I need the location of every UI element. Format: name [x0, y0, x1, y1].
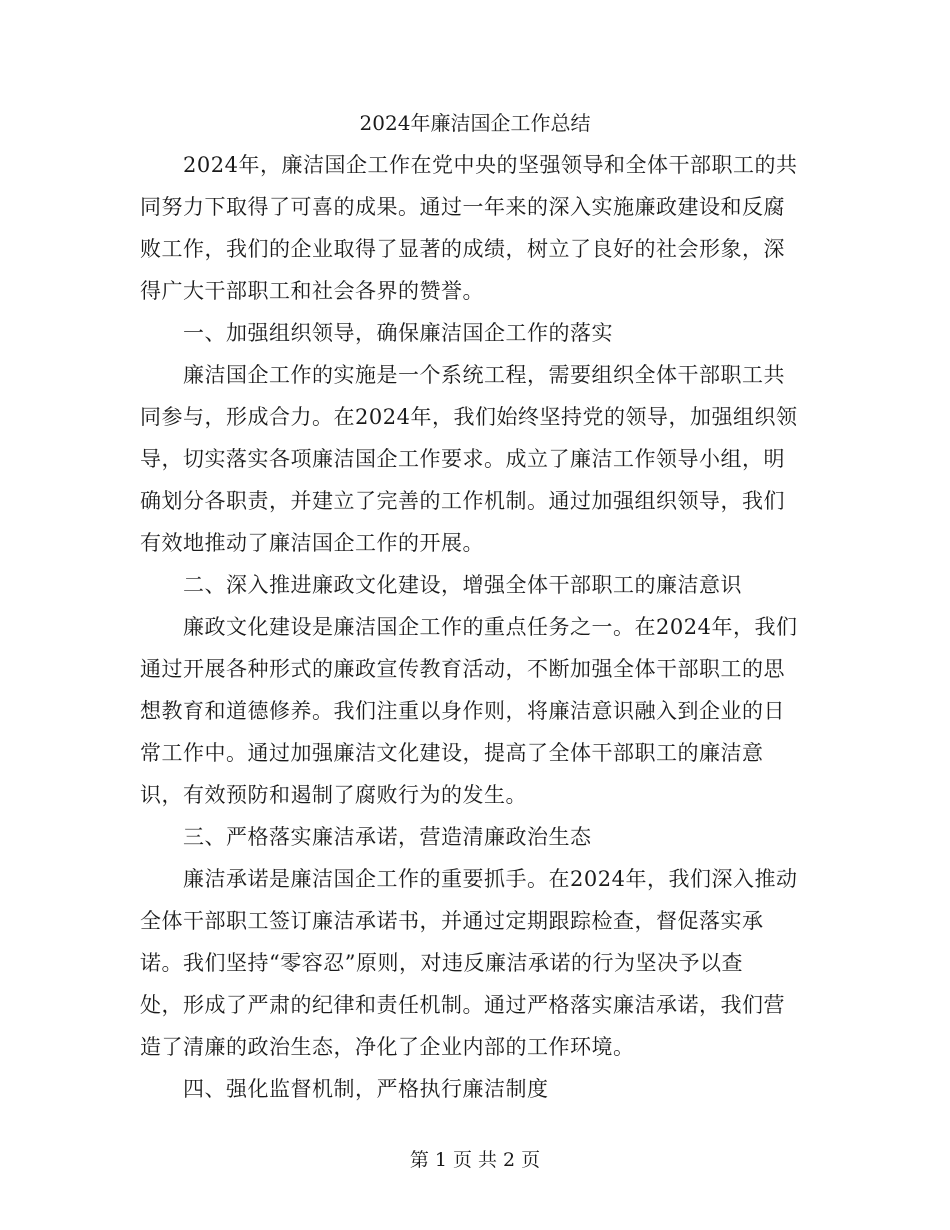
paragraph-line: 全体干部职工签订廉洁承诺书，并通过定期跟踪检查，督促落实承	[140, 909, 764, 933]
paragraph-line: 同参与，形成合力。在2024年，我们始终坚持党的领导，加强组织领	[140, 405, 798, 429]
page-footer: 第 1 页 共 2 页	[409, 1149, 541, 1171]
paragraph-line: 廉洁承诺是廉洁国企工作的重要抓手。在2024年，我们深入推动	[183, 867, 798, 891]
paragraph-line: 诺。我们坚持“零容忍”原则，对违反廉洁承诺的行为坚决予以查	[140, 951, 743, 975]
paragraph-line: 造了清廉的政治生态，净化了企业内部的工作环境。	[140, 1035, 635, 1059]
paragraph-line: 确划分各职责，并建立了完善的工作机制。通过加强组织领导，我们	[140, 489, 785, 513]
paragraph-line: 有效地推动了廉洁国企工作的开展。	[140, 531, 484, 555]
paragraph-line: 常工作中。通过加强廉洁文化建设，提高了全体干部职工的廉洁意	[140, 741, 764, 765]
section-heading: 四、强化监督机制，严格执行廉洁制度	[183, 1077, 549, 1101]
section-heading: 三、严格落实廉洁承诺，营造清廉政治生态	[183, 825, 592, 849]
paragraph-line: 导，切实落实各项廉洁国企工作要求。成立了廉洁工作领导小组，明	[140, 447, 785, 471]
paragraph-line: 处，形成了严肃的纪律和责任机制。通过严格落实廉洁承诺，我们营	[140, 993, 785, 1017]
paragraph-line: 廉洁国企工作的实施是一个系统工程，需要组织全体干部职工共	[183, 363, 785, 387]
section-heading: 二、深入推进廉政文化建设，增强全体干部职工的廉洁意识	[183, 573, 742, 597]
paragraph-line: 想教育和道德修养。我们注重以身作则，将廉洁意识融入到企业的日	[140, 699, 785, 723]
section-heading: 一、加强组织领导，确保廉洁国企工作的落实	[183, 321, 613, 345]
paragraph-line: 同努力下取得了可喜的成果。通过一年来的深入实施廉政建设和反腐	[140, 195, 785, 219]
paragraph-line: 得广大干部职工和社会各界的赞誉。	[140, 279, 484, 303]
paragraph-line: 败工作，我们的企业取得了显著的成绩，树立了良好的社会形象，深	[140, 237, 785, 261]
paragraph-line: 通过开展各种形式的廉政宣传教育活动，不断加强全体干部职工的思	[140, 657, 785, 681]
paragraph-line: 识，有效预防和遏制了腐败行为的发生。	[140, 783, 527, 807]
paragraph-line: 廉政文化建设是廉洁国企工作的重点任务之一。在2024年，我们	[183, 615, 798, 639]
paragraph-line: 2024年，廉洁国企工作在党中央的坚强领导和全体干部职工的共	[183, 153, 798, 177]
document-title: 2024年廉洁国企工作总结	[359, 111, 591, 135]
